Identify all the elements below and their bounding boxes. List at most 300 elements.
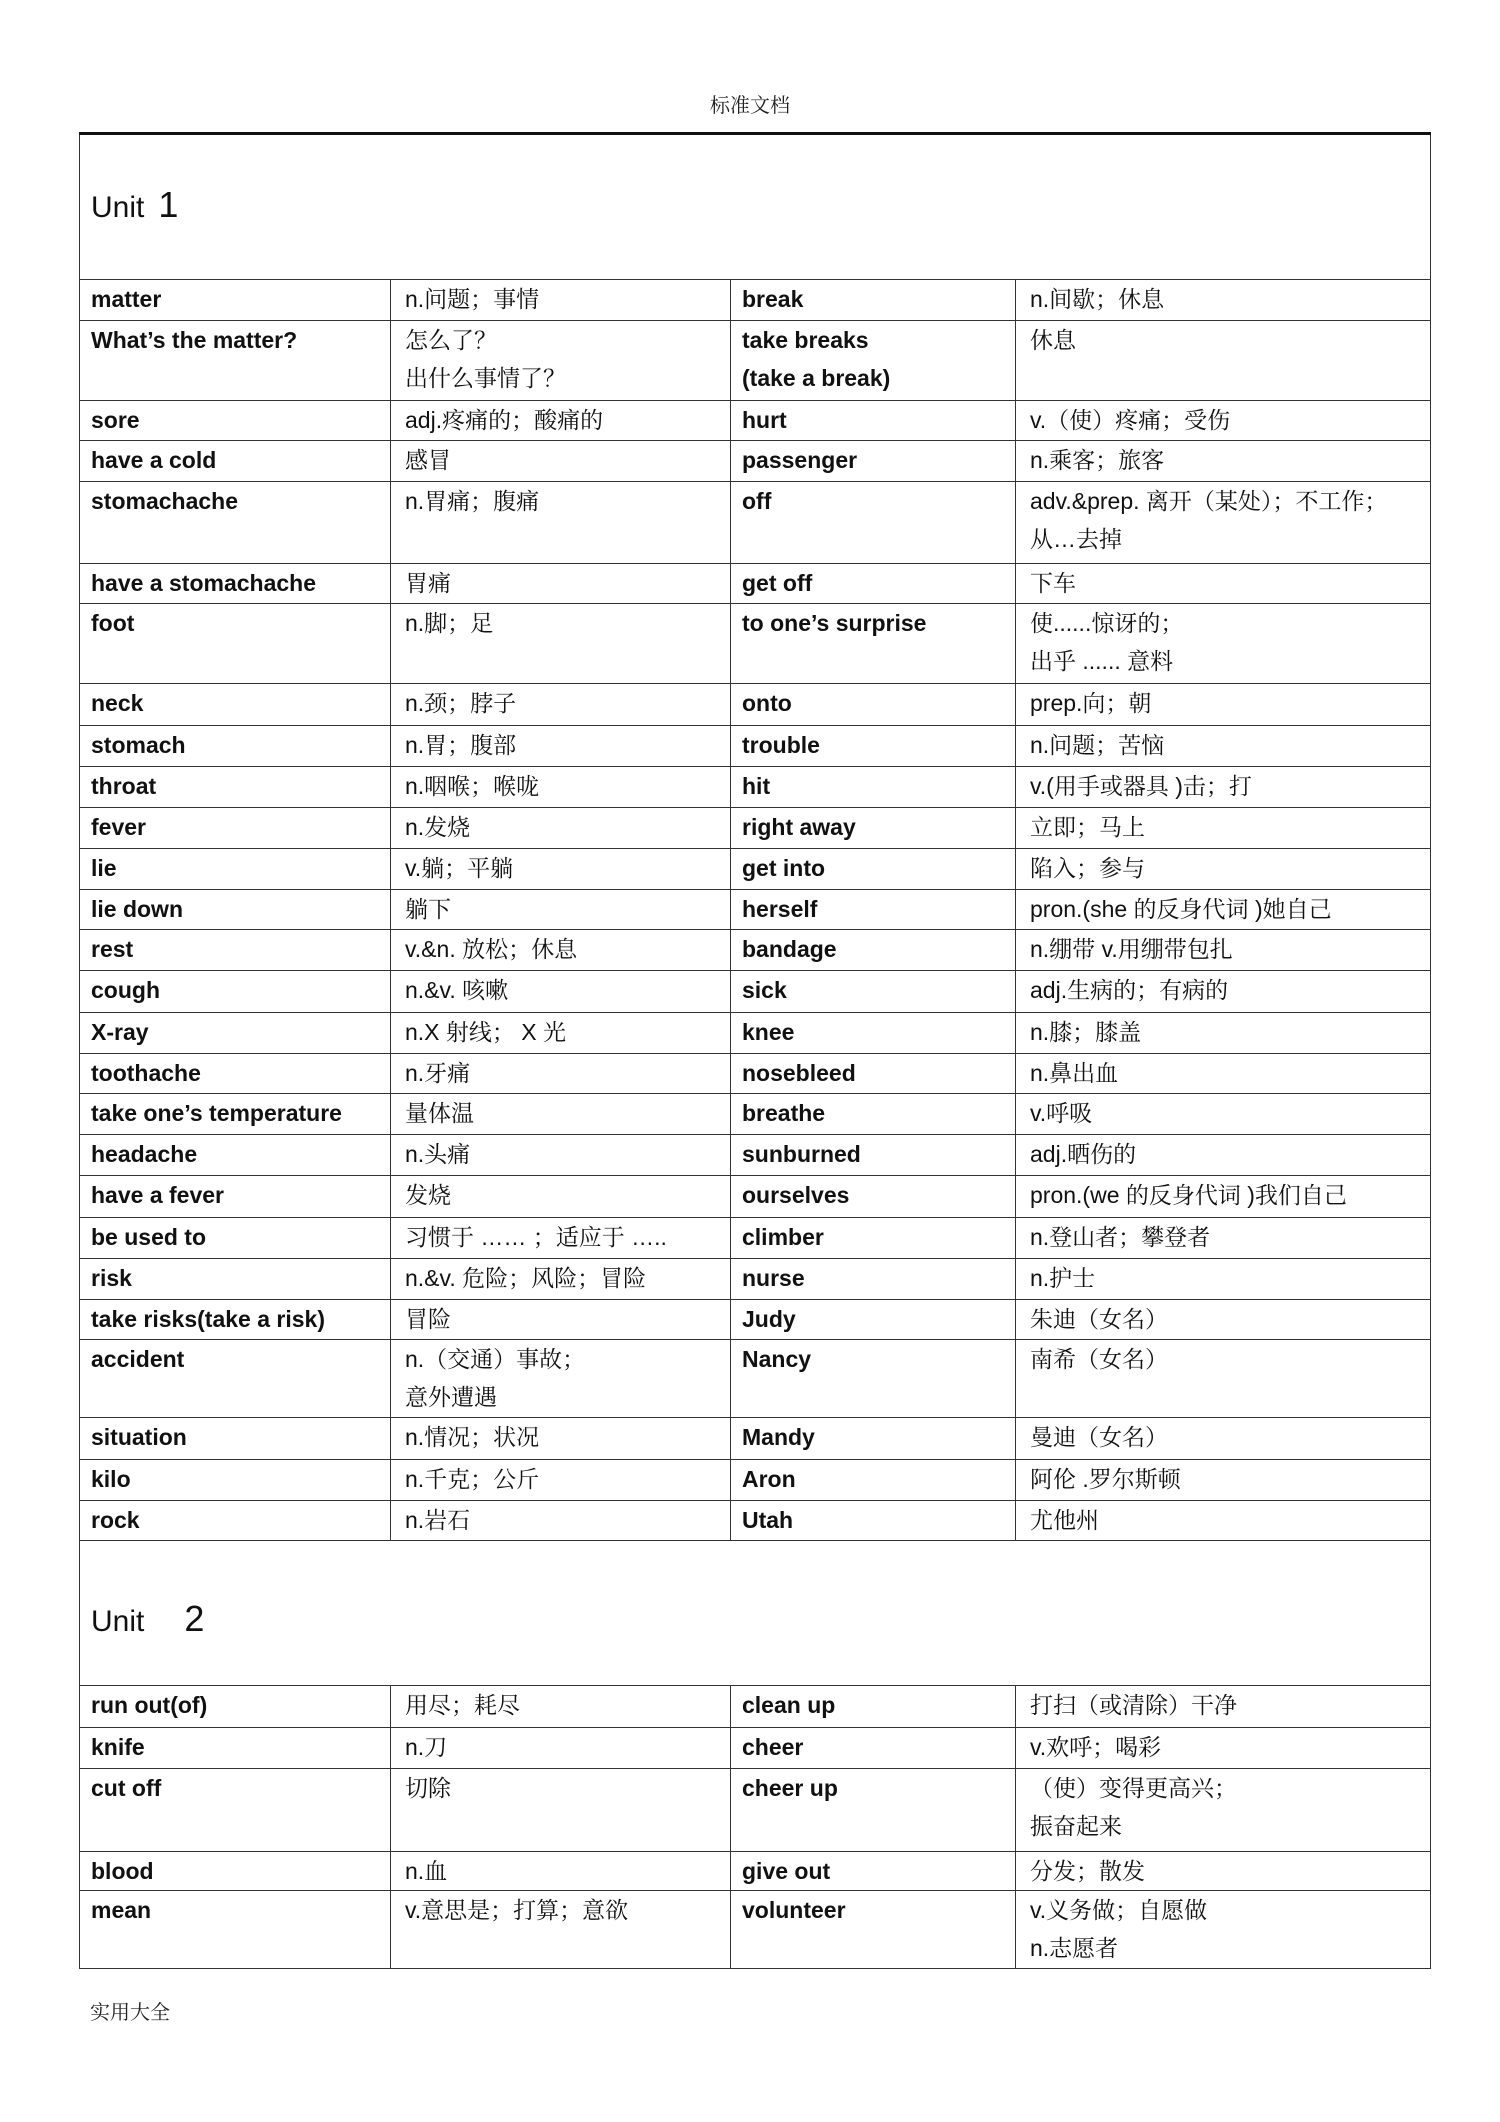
meaning-line: n.颈；脖子 bbox=[405, 690, 517, 716]
term-line: trouble bbox=[742, 732, 820, 758]
vocab-term-right bbox=[731, 684, 1016, 726]
meaning-line: 休息 bbox=[1030, 327, 1076, 353]
vocab-term-right bbox=[731, 1501, 1016, 1541]
vocab-term-left bbox=[80, 1094, 391, 1135]
vocab-row bbox=[80, 767, 1431, 808]
vocab-term-right bbox=[731, 1340, 1016, 1418]
vocab-term-left bbox=[80, 890, 391, 930]
meaning-line: 出乎 ...... 意料 bbox=[1030, 648, 1174, 674]
term-line: mean bbox=[91, 1897, 152, 1923]
vocab-term-right bbox=[731, 1300, 1016, 1340]
vocab-meaning-left bbox=[391, 1891, 731, 1969]
vocab-meaning-right bbox=[1016, 1891, 1431, 1969]
meaning-line: pron.(she 的反身代词 )她自己 bbox=[1030, 896, 1332, 922]
meaning-line: n.护士 bbox=[1030, 1265, 1096, 1291]
vocab-term-left bbox=[80, 604, 391, 684]
term-line: passenger bbox=[742, 447, 858, 473]
vocab-term-right bbox=[731, 890, 1016, 930]
vocab-meaning-left bbox=[391, 1054, 731, 1094]
vocab-term-right bbox=[731, 767, 1016, 808]
vocabulary-table-body bbox=[80, 134, 1431, 1969]
vocab-meaning-left bbox=[391, 1259, 731, 1300]
meaning-line: 切除 bbox=[405, 1775, 451, 1801]
term-line: rock bbox=[91, 1507, 140, 1533]
vocab-term-right bbox=[731, 1218, 1016, 1259]
vocab-meaning-left bbox=[391, 930, 731, 971]
vocab-meaning-right bbox=[1016, 1013, 1431, 1054]
vocab-meaning-left bbox=[391, 1176, 731, 1218]
vocab-term-left bbox=[80, 808, 391, 849]
vocab-term-right bbox=[731, 280, 1016, 321]
vocab-meaning-left bbox=[391, 726, 731, 767]
vocab-meaning-right bbox=[1016, 401, 1431, 441]
meaning-line: 意外遭遇 bbox=[405, 1384, 497, 1410]
term-line: neck bbox=[91, 690, 144, 716]
term-line: onto bbox=[742, 690, 792, 716]
vocab-term-left bbox=[80, 1135, 391, 1176]
vocab-meaning-left bbox=[391, 1728, 731, 1769]
meaning-line: 习惯于 …… ；适应于 ….. bbox=[405, 1224, 667, 1250]
vocab-meaning-right bbox=[1016, 321, 1431, 401]
meaning-line: n.刀 bbox=[405, 1734, 448, 1760]
vocab-row bbox=[80, 1176, 1431, 1218]
meaning-line: adj.生病的；有病的 bbox=[1030, 977, 1229, 1003]
vocab-term-right bbox=[731, 1054, 1016, 1094]
term-line: break bbox=[742, 286, 804, 312]
meaning-line: adj.疼痛的；酸痛的 bbox=[405, 407, 604, 433]
unit-heading bbox=[80, 1541, 1431, 1686]
vocab-meaning-left bbox=[391, 564, 731, 604]
term-line: hurt bbox=[742, 407, 787, 433]
meaning-line: 尤他州 bbox=[1030, 1507, 1099, 1533]
vocab-term-left bbox=[80, 441, 391, 482]
term-line: cheer up bbox=[742, 1775, 838, 1801]
term-line: climber bbox=[742, 1224, 824, 1250]
meaning-line: v.（使）疼痛；受伤 bbox=[1030, 407, 1231, 433]
vocab-row bbox=[80, 1852, 1431, 1891]
vocab-row bbox=[80, 726, 1431, 767]
page-header-title: 标准文档 bbox=[710, 95, 790, 117]
vocab-term-right bbox=[731, 604, 1016, 684]
vocab-term-left bbox=[80, 1218, 391, 1259]
term-line: sunburned bbox=[742, 1141, 861, 1167]
vocab-row bbox=[80, 1094, 1431, 1135]
term-line: Mandy bbox=[742, 1424, 815, 1450]
vocab-meaning-right bbox=[1016, 441, 1431, 482]
vocab-term-right bbox=[731, 1728, 1016, 1769]
vocab-meaning-left bbox=[391, 1094, 731, 1135]
term-line: off bbox=[742, 488, 772, 514]
vocab-meaning-left bbox=[391, 1135, 731, 1176]
vocab-meaning-right bbox=[1016, 930, 1431, 971]
term-line: clean up bbox=[742, 1692, 836, 1718]
vocab-row bbox=[80, 1891, 1431, 1969]
meaning-line: 陷入；参与 bbox=[1030, 855, 1145, 881]
term-line: nurse bbox=[742, 1265, 805, 1291]
vocab-meaning-right bbox=[1016, 1094, 1431, 1135]
vocab-term-left bbox=[80, 849, 391, 890]
vocab-row bbox=[80, 930, 1431, 971]
vocab-term-right bbox=[731, 726, 1016, 767]
vocab-term-left bbox=[80, 564, 391, 604]
meaning-line: pron.(we 的反身代词 )我们自己 bbox=[1030, 1182, 1347, 1208]
vocab-term-right bbox=[731, 564, 1016, 604]
vocab-term-left bbox=[80, 684, 391, 726]
meaning-line: 曼迪（女名） bbox=[1030, 1424, 1168, 1450]
term-line: rest bbox=[91, 936, 134, 962]
meaning-line: 南希（女名） bbox=[1030, 1346, 1168, 1372]
vocab-term-right bbox=[731, 930, 1016, 971]
vocab-row bbox=[80, 1769, 1431, 1852]
vocab-meaning-right bbox=[1016, 849, 1431, 890]
term-line: kilo bbox=[91, 1466, 131, 1492]
vocab-meaning-left bbox=[391, 1686, 731, 1728]
vocab-term-right bbox=[731, 482, 1016, 564]
term-line: accident bbox=[91, 1346, 185, 1372]
vocab-meaning-right bbox=[1016, 684, 1431, 726]
vocab-row bbox=[80, 1686, 1431, 1728]
vocab-meaning-left bbox=[391, 604, 731, 684]
vocab-meaning-left bbox=[391, 1852, 731, 1891]
unit-label: Unit bbox=[91, 1605, 145, 1638]
term-line: breathe bbox=[742, 1100, 826, 1126]
term-line: to one’s surprise bbox=[742, 610, 927, 636]
meaning-line: n.问题；事情 bbox=[405, 286, 540, 312]
term-line: toothache bbox=[91, 1060, 201, 1086]
meaning-line: n.登山者；攀登者 bbox=[1030, 1224, 1211, 1250]
vocab-meaning-left bbox=[391, 401, 731, 441]
term-line: hit bbox=[742, 773, 771, 799]
meaning-line: n.&v. 咳嗽 bbox=[405, 977, 509, 1003]
meaning-line: n.岩石 bbox=[405, 1507, 471, 1533]
vocab-meaning-right bbox=[1016, 1686, 1431, 1728]
vocab-meaning-left bbox=[391, 1340, 731, 1418]
vocab-meaning-left bbox=[391, 441, 731, 482]
meaning-line: n.头痛 bbox=[405, 1141, 471, 1167]
meaning-line: n.胃；腹部 bbox=[405, 732, 517, 758]
vocab-meaning-right bbox=[1016, 1300, 1431, 1340]
vocab-row bbox=[80, 1259, 1431, 1300]
vocab-meaning-right bbox=[1016, 1054, 1431, 1094]
meaning-line: adv.&prep. 离开（某处）；不工作； bbox=[1030, 488, 1388, 514]
meaning-line: n.&v. 危险；风险；冒险 bbox=[405, 1265, 647, 1291]
term-line: right away bbox=[742, 814, 856, 840]
vocab-row bbox=[80, 1340, 1431, 1418]
meaning-line: 分发；散发 bbox=[1030, 1858, 1145, 1884]
term-line: lie down bbox=[91, 896, 183, 922]
vocab-term-right bbox=[731, 1891, 1016, 1969]
term-line: bandage bbox=[742, 936, 837, 962]
term-line: sore bbox=[91, 407, 140, 433]
vocab-term-left bbox=[80, 1054, 391, 1094]
term-line: have a cold bbox=[91, 447, 217, 473]
vocab-meaning-right bbox=[1016, 890, 1431, 930]
vocab-term-left bbox=[80, 401, 391, 441]
vocab-meaning-left bbox=[391, 849, 731, 890]
vocab-meaning-left bbox=[391, 1501, 731, 1541]
vocab-meaning-right bbox=[1016, 604, 1431, 684]
meaning-line: n.脚；足 bbox=[405, 610, 494, 636]
term-line: fever bbox=[91, 814, 146, 840]
term-line: stomach bbox=[91, 732, 186, 758]
vocab-meaning-right bbox=[1016, 482, 1431, 564]
vocab-row bbox=[80, 441, 1431, 482]
meaning-line: 冒险 bbox=[405, 1306, 451, 1332]
vocab-row bbox=[80, 971, 1431, 1013]
vocab-meaning-right bbox=[1016, 808, 1431, 849]
term-line: matter bbox=[91, 286, 162, 312]
unit-heading-row bbox=[80, 134, 1431, 280]
meaning-line: n.（交通）事故； bbox=[405, 1346, 586, 1372]
vocab-term-right bbox=[731, 1259, 1016, 1300]
meaning-line: n.乘客；旅客 bbox=[1030, 447, 1165, 473]
term-line: ourselves bbox=[742, 1182, 850, 1208]
vocab-term-left bbox=[80, 1300, 391, 1340]
vocab-term-left bbox=[80, 482, 391, 564]
term-line: herself bbox=[742, 896, 818, 922]
term-line: run out(of) bbox=[91, 1692, 208, 1718]
vocab-meaning-right bbox=[1016, 280, 1431, 321]
term-line: take risks(take a risk) bbox=[91, 1306, 325, 1332]
vocab-meaning-left bbox=[391, 1460, 731, 1501]
vocab-term-left bbox=[80, 1340, 391, 1418]
term-line: have a fever bbox=[91, 1182, 224, 1208]
vocab-term-right bbox=[731, 1460, 1016, 1501]
meaning-line: 振奋起来 bbox=[1030, 1813, 1122, 1839]
vocab-meaning-right bbox=[1016, 1218, 1431, 1259]
page-footer-text: 实用大全 bbox=[90, 2002, 170, 2024]
unit-heading bbox=[80, 134, 1431, 280]
meaning-line: n.鼻出血 bbox=[1030, 1060, 1119, 1086]
vocab-meaning-right bbox=[1016, 564, 1431, 604]
term-line: foot bbox=[91, 610, 135, 636]
term-line: nosebleed bbox=[742, 1060, 856, 1086]
term-line: get off bbox=[742, 570, 813, 596]
vocab-term-left bbox=[80, 280, 391, 321]
vocab-row bbox=[80, 1054, 1431, 1094]
term-line: take one’s temperature bbox=[91, 1100, 342, 1126]
vocab-term-left bbox=[80, 1259, 391, 1300]
vocab-term-right bbox=[731, 1418, 1016, 1460]
vocab-row bbox=[80, 1418, 1431, 1460]
meaning-line: 下车 bbox=[1030, 570, 1076, 596]
vocab-term-left bbox=[80, 767, 391, 808]
term-line: cheer bbox=[742, 1734, 804, 1760]
meaning-line: 用尽；耗尽 bbox=[405, 1692, 520, 1718]
term-line: knee bbox=[742, 1019, 795, 1045]
term-line: volunteer bbox=[742, 1897, 846, 1923]
meaning-line: v.义务做；自愿做 bbox=[1030, 1897, 1208, 1923]
term-line: Utah bbox=[742, 1507, 794, 1533]
term-line: Nancy bbox=[742, 1346, 812, 1372]
vocab-row bbox=[80, 1013, 1431, 1054]
vocab-term-left bbox=[80, 1686, 391, 1728]
meaning-line: n.千克；公斤 bbox=[405, 1466, 540, 1492]
vocab-term-right bbox=[731, 1094, 1016, 1135]
meaning-line: adj.晒伤的 bbox=[1030, 1141, 1137, 1167]
meaning-line: 躺下 bbox=[405, 896, 451, 922]
meaning-line: v.呼吸 bbox=[1030, 1100, 1093, 1126]
unit-number: 1 bbox=[158, 184, 179, 225]
vocab-term-left bbox=[80, 1501, 391, 1541]
vocab-term-right bbox=[731, 1176, 1016, 1218]
term-line: (take a break) bbox=[742, 365, 891, 391]
vocab-term-left bbox=[80, 1769, 391, 1852]
unit-number: 2 bbox=[184, 1598, 205, 1639]
term-line: lie bbox=[91, 855, 117, 881]
vocab-meaning-left bbox=[391, 684, 731, 726]
term-line: cut off bbox=[91, 1775, 162, 1801]
vocab-meaning-left bbox=[391, 808, 731, 849]
vocab-meaning-left bbox=[391, 971, 731, 1013]
meaning-line: v.&n. 放松；休息 bbox=[405, 936, 578, 962]
vocab-meaning-left bbox=[391, 321, 731, 401]
vocab-meaning-right bbox=[1016, 1340, 1431, 1418]
vocab-meaning-right bbox=[1016, 726, 1431, 767]
meaning-line: n.咽喉；喉咙 bbox=[405, 773, 540, 799]
vocab-row bbox=[80, 1218, 1431, 1259]
meaning-line: n.血 bbox=[405, 1858, 448, 1884]
vocab-meaning-left bbox=[391, 1218, 731, 1259]
term-line: stomachache bbox=[91, 488, 239, 514]
vocab-term-right bbox=[731, 971, 1016, 1013]
term-line: have a stomachache bbox=[91, 570, 317, 596]
vocab-meaning-left bbox=[391, 1300, 731, 1340]
term-line: sick bbox=[742, 977, 787, 1003]
vocab-row bbox=[80, 604, 1431, 684]
meaning-line: n.牙痛 bbox=[405, 1060, 471, 1086]
meaning-line: n.志愿者 bbox=[1030, 1935, 1119, 1961]
meaning-line: v.躺；平躺 bbox=[405, 855, 514, 881]
meaning-line: v.欢呼；喝彩 bbox=[1030, 1734, 1162, 1760]
vocab-term-right bbox=[731, 1013, 1016, 1054]
vocab-meaning-right bbox=[1016, 1176, 1431, 1218]
meaning-line: prep.向；朝 bbox=[1030, 690, 1152, 716]
meaning-line: n.情况；状况 bbox=[405, 1424, 540, 1450]
vocab-term-right bbox=[731, 1769, 1016, 1852]
vocab-row bbox=[80, 280, 1431, 321]
vocab-term-right bbox=[731, 321, 1016, 401]
meaning-line: v.(用手或器具 )击；打 bbox=[1030, 773, 1252, 799]
meaning-line: 阿伦 .罗尔斯顿 bbox=[1030, 1466, 1181, 1492]
term-line: headache bbox=[91, 1141, 198, 1167]
vocab-row bbox=[80, 321, 1431, 401]
term-line: give out bbox=[742, 1858, 831, 1884]
vocab-meaning-left bbox=[391, 1769, 731, 1852]
vocab-meaning-right bbox=[1016, 1460, 1431, 1501]
vocab-meaning-left bbox=[391, 482, 731, 564]
meaning-line: v.意思是；打算；意欲 bbox=[405, 1897, 629, 1923]
vocab-meaning-left bbox=[391, 890, 731, 930]
vocab-row bbox=[80, 401, 1431, 441]
vocab-meaning-left bbox=[391, 1013, 731, 1054]
vocab-row bbox=[80, 1501, 1431, 1541]
vocab-term-left bbox=[80, 930, 391, 971]
term-line: What’s the matter? bbox=[91, 327, 298, 353]
meaning-line: n.胃痛；腹痛 bbox=[405, 488, 540, 514]
meaning-line: 打扫（或清除）干净 bbox=[1030, 1692, 1237, 1718]
meaning-line: 朱迪（女名） bbox=[1030, 1306, 1168, 1332]
vocab-meaning-right bbox=[1016, 1852, 1431, 1891]
vocab-term-left bbox=[80, 971, 391, 1013]
unit-label: Unit bbox=[91, 191, 145, 224]
meaning-line: 怎么了？ bbox=[405, 327, 497, 353]
vocab-term-left bbox=[80, 1852, 391, 1891]
term-line: risk bbox=[91, 1265, 132, 1291]
vocab-term-right bbox=[731, 808, 1016, 849]
vocab-row bbox=[80, 482, 1431, 564]
term-line: X-ray bbox=[91, 1019, 149, 1045]
term-line: throat bbox=[91, 773, 157, 799]
vocab-meaning-right bbox=[1016, 1418, 1431, 1460]
vocab-term-right bbox=[731, 441, 1016, 482]
meaning-line: 胃痛 bbox=[405, 570, 451, 596]
term-line: blood bbox=[91, 1858, 154, 1884]
term-line: knife bbox=[91, 1734, 145, 1760]
vocab-term-right bbox=[731, 1852, 1016, 1891]
vocab-meaning-right bbox=[1016, 1728, 1431, 1769]
vocab-term-left bbox=[80, 1460, 391, 1501]
term-line: Aron bbox=[742, 1466, 796, 1492]
meaning-line: n.问题；苦恼 bbox=[1030, 732, 1165, 758]
vocab-meaning-left bbox=[391, 280, 731, 321]
vocab-row bbox=[80, 890, 1431, 930]
vocabulary-table bbox=[79, 132, 1431, 1969]
vocab-term-right bbox=[731, 849, 1016, 890]
vocab-term-left bbox=[80, 726, 391, 767]
meaning-line: 从…去掉 bbox=[1030, 526, 1122, 552]
vocab-term-right bbox=[731, 1135, 1016, 1176]
vocab-meaning-left bbox=[391, 767, 731, 808]
vocab-meaning-left bbox=[391, 1418, 731, 1460]
vocab-term-left bbox=[80, 321, 391, 401]
vocab-row bbox=[80, 564, 1431, 604]
vocab-term-right bbox=[731, 401, 1016, 441]
vocab-term-left bbox=[80, 1728, 391, 1769]
vocab-term-right bbox=[731, 1686, 1016, 1728]
vocab-row bbox=[80, 1300, 1431, 1340]
vocab-meaning-right bbox=[1016, 1769, 1431, 1852]
meaning-line: n.X 射线； X 光 bbox=[405, 1019, 567, 1045]
vocab-row bbox=[80, 1135, 1431, 1176]
meaning-line: n.间歇；休息 bbox=[1030, 286, 1165, 312]
vocab-term-left bbox=[80, 1176, 391, 1218]
unit-heading-row bbox=[80, 1541, 1431, 1686]
term-line: be used to bbox=[91, 1224, 207, 1250]
vocab-row bbox=[80, 1460, 1431, 1501]
meaning-line: n.膝；膝盖 bbox=[1030, 1019, 1142, 1045]
vocab-meaning-right bbox=[1016, 1135, 1431, 1176]
vocab-term-left bbox=[80, 1013, 391, 1054]
meaning-line: （使）变得更高兴； bbox=[1030, 1775, 1237, 1801]
meaning-line: n.发烧 bbox=[405, 814, 471, 840]
vocab-meaning-right bbox=[1016, 767, 1431, 808]
vocab-meaning-right bbox=[1016, 1259, 1431, 1300]
vocab-meaning-right bbox=[1016, 971, 1431, 1013]
vocab-row bbox=[80, 1728, 1431, 1769]
term-line: Judy bbox=[742, 1306, 796, 1332]
meaning-line: 量体温 bbox=[405, 1100, 474, 1126]
term-line: take breaks bbox=[742, 327, 869, 353]
vocab-meaning-right bbox=[1016, 1501, 1431, 1541]
meaning-line: 立即；马上 bbox=[1030, 814, 1145, 840]
vocab-row bbox=[80, 849, 1431, 890]
term-line: situation bbox=[91, 1424, 187, 1450]
vocab-term-left bbox=[80, 1418, 391, 1460]
vocab-row bbox=[80, 684, 1431, 726]
vocab-row bbox=[80, 808, 1431, 849]
meaning-line: 出什么事情了？ bbox=[405, 365, 566, 391]
